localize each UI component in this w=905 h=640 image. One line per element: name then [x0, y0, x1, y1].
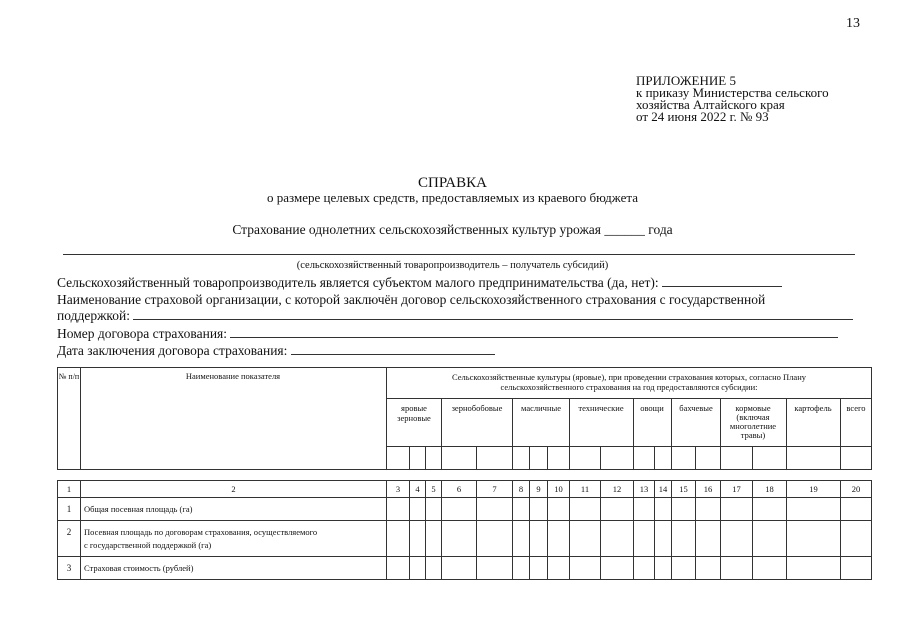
- crop-header-fodder: многолетние: [729, 421, 777, 431]
- column-number: 16: [703, 484, 713, 494]
- column-number: 14: [658, 484, 668, 494]
- appendix-line: от 24 июня 2022 г. № 93: [636, 109, 769, 124]
- column-number: 6: [456, 484, 462, 494]
- crops-header: Сельскохозяйственные культуры (яровые), при проведении страхования которых, согласно Плану: [451, 372, 807, 382]
- insurer-label: Наименование страховой организации, с которой заключён договор сельскохозяйственного страхования с государственной: [57, 292, 766, 307]
- column-number: 3: [395, 484, 401, 494]
- crop-header-fodder: кормовые: [735, 403, 771, 413]
- column-number: 9: [536, 484, 541, 494]
- crop-header-total: всего: [846, 403, 866, 413]
- document-title: СПРАВКА: [418, 175, 487, 191]
- small-business-label: Сельскохозяйственный товаропроизводитель является субъектом малого предпринимательства (да, нет):: [57, 275, 659, 290]
- column-number: 13: [639, 484, 649, 494]
- column-number: 15: [679, 484, 688, 494]
- page-number: 13: [846, 16, 860, 31]
- column-number: 20: [851, 484, 861, 494]
- col-name-header: Наименование показателя: [185, 371, 281, 381]
- row-label: Посевная площадь по договорам страхования, осуществляемого: [84, 527, 318, 537]
- column-numbers: [67, 484, 860, 494]
- column-number: 18: [765, 484, 774, 494]
- crop-header-oilseed: масличные: [521, 403, 561, 413]
- column-number: 17: [732, 484, 741, 494]
- document-subtitle: о размере целевых средств, предоставляемых из краевого бюджета: [267, 190, 638, 205]
- row-number: 2: [66, 527, 72, 537]
- crops-header: сельскохозяйственного страхования на год предоставляются субсидии:: [500, 382, 758, 392]
- column-number: 4: [415, 484, 420, 494]
- column-number: 5: [431, 484, 436, 494]
- contract-date-label: Дата заключения договора страхования:: [57, 343, 288, 358]
- column-number: 1: [66, 484, 72, 494]
- column-number: 19: [809, 484, 818, 494]
- column-number: 7: [492, 484, 497, 494]
- column-number: 2: [231, 484, 236, 494]
- row-label: Страховая стоимость (рублей): [84, 563, 194, 573]
- contract-number-label: Номер договора страхования:: [57, 326, 228, 341]
- appendix-title: ПРИЛОЖЕНИЕ 5: [636, 73, 736, 88]
- producer-caption: (сельскохозяйственный товаропроизводитель – получатель субсидий): [296, 260, 609, 271]
- row-label: с государственной поддержкой (га): [84, 540, 212, 550]
- crop-header-grain: яровые: [401, 403, 427, 413]
- row-label: Общая посевная площадь (га): [84, 504, 193, 514]
- crop-header-technical: технические: [578, 403, 624, 413]
- column-number: 12: [612, 484, 622, 494]
- crop-header-melons: бахчевые: [679, 403, 713, 413]
- insurance-line: Страхование однолетних сельскохозяйственных культур урожая ______ года: [232, 222, 673, 237]
- row-number: 1: [66, 504, 72, 514]
- crop-header-legumes: зернобобовые: [451, 403, 503, 413]
- insurer-label-cont: поддержкой:: [57, 308, 130, 323]
- column-number: 11: [580, 484, 590, 494]
- col-num-header: № п/п: [58, 372, 80, 381]
- crop-header-grain: зерновые: [397, 413, 431, 423]
- appendix-line: к приказу Министерства сельского: [636, 85, 829, 100]
- appendix-line: хозяйства Алтайского края: [636, 97, 785, 112]
- crop-header-fodder: травы): [740, 430, 766, 440]
- crop-header-potato: картофель: [794, 403, 832, 413]
- row-number: 3: [66, 563, 72, 573]
- crop-header-fodder: (включая: [736, 412, 770, 422]
- column-number: 10: [554, 484, 563, 494]
- column-number: 8: [518, 484, 524, 494]
- crop-header-vegetables: овощи: [640, 403, 664, 413]
